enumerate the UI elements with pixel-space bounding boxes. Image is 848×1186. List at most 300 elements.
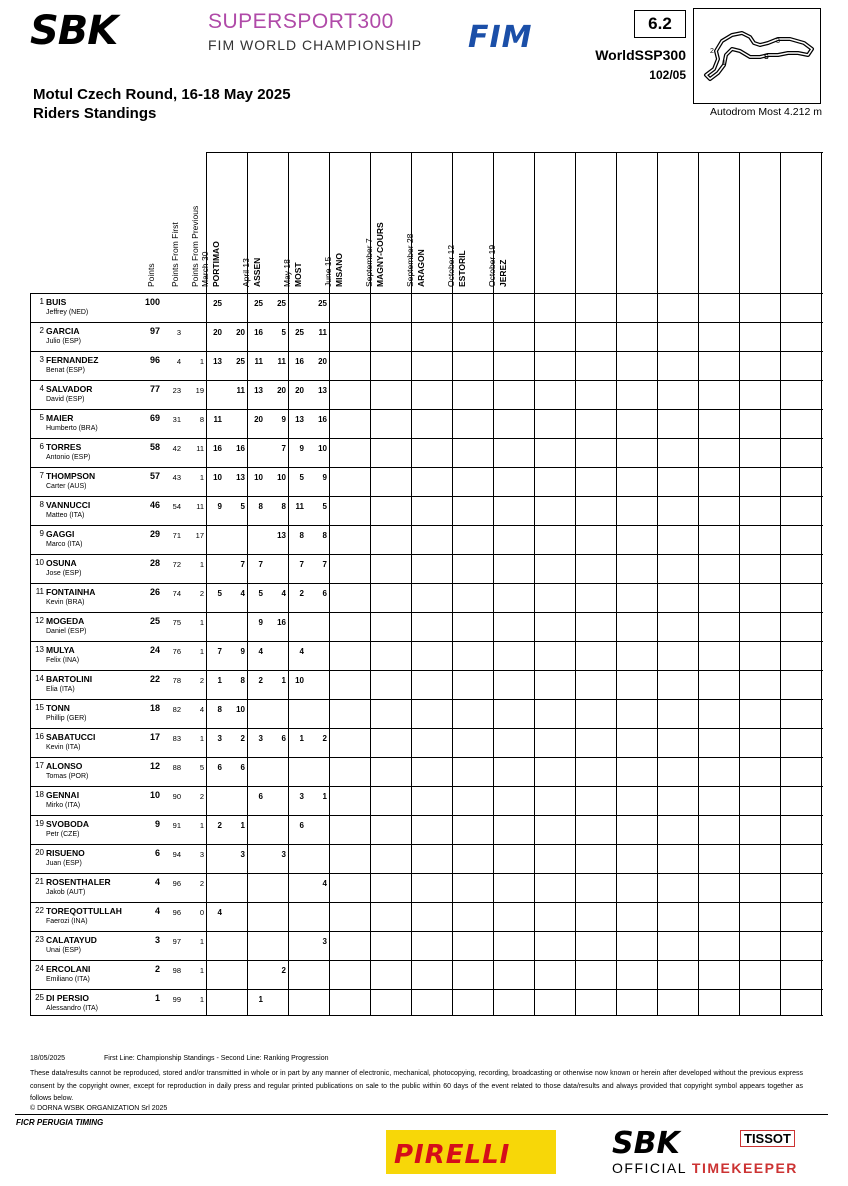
round-race2-points: 5: [281, 328, 286, 337]
row-divider: [30, 496, 823, 497]
ficr-timing-logo: FICR PERUGIA TIMING: [16, 1118, 104, 1127]
round-race2-points: 1: [281, 676, 286, 685]
round-race2-points: 1: [322, 792, 327, 801]
row-divider: [30, 351, 823, 352]
round-race2-points: 11: [318, 328, 327, 337]
rider-firstname: David (ESP): [46, 396, 85, 403]
round-race2-points: 2: [240, 734, 245, 743]
round-race2-points: 25: [236, 357, 245, 366]
round-header: [405, 234, 427, 287]
row-divider: [30, 612, 823, 613]
round-race1-points: 1: [217, 676, 222, 685]
round-race2-points: 25: [318, 299, 327, 308]
rider-position: 4: [39, 384, 44, 393]
rider-firstname: Phillip (GER): [46, 715, 87, 722]
rider-position: 12: [35, 616, 44, 625]
rider-firstname: Antonio (ESP): [46, 454, 91, 461]
round-name: JEREZ: [498, 259, 508, 287]
rider-position: 8: [39, 500, 44, 509]
round-race2-points: 4: [322, 879, 327, 888]
round-race2-points: 8: [240, 676, 245, 685]
row-divider: [30, 902, 823, 903]
rider-points: 100: [144, 297, 160, 307]
rider-surname: BUIS: [46, 297, 67, 307]
round-race2-points: 7: [240, 560, 245, 569]
points-from-first: 83: [172, 734, 181, 743]
rider-firstname: Benat (ESP): [46, 367, 85, 374]
round-race2-points: 5: [240, 502, 245, 511]
points-from-first: 88: [172, 763, 181, 772]
track-layout-icon: [694, 9, 822, 105]
points-from-first: 96: [172, 879, 181, 888]
points-from-previous: 1: [199, 357, 204, 366]
rider-position: 9: [39, 529, 44, 538]
footer-copyright: © DORNA WSBK ORGANIZATION Srl 2025: [30, 1105, 168, 1112]
rider-points: 46: [149, 500, 160, 510]
rider-points: 69: [149, 413, 160, 423]
rider-surname: BARTOLINI: [46, 674, 93, 684]
round-date: October 19: [487, 244, 497, 287]
round-column-divider: [698, 152, 699, 1016]
round-header: [323, 253, 345, 287]
table-header-border: [30, 293, 823, 294]
row-divider: [30, 699, 823, 700]
round-date: April 13: [241, 258, 251, 287]
round-race2-points: 6: [322, 589, 327, 598]
column-header-from-previous: Points From Previous: [190, 205, 200, 287]
round-race2-points: 8: [322, 531, 327, 540]
rider-firstname: Jose (ESP): [46, 570, 82, 577]
points-from-first: 91: [172, 821, 181, 830]
rider-surname: FERNANDEZ: [46, 355, 99, 365]
rider-firstname: Kevin (BRA): [46, 599, 85, 606]
round-race2-points: 7: [281, 444, 286, 453]
round-race2-points: 10: [236, 705, 245, 714]
round-race1-points: 5: [299, 473, 304, 482]
round-race1-points: 20: [254, 415, 263, 424]
rider-points: 4: [154, 877, 160, 887]
rider-surname: VANNUCCI: [46, 500, 91, 510]
rider-firstname: Humberto (BRA): [46, 425, 98, 432]
points-from-previous: 2: [199, 676, 204, 685]
rider-points: 4: [154, 906, 160, 916]
row-divider: [30, 583, 823, 584]
tissot-logo: TISSOT: [740, 1130, 795, 1147]
row-divider: [30, 380, 823, 381]
rider-position: 15: [35, 703, 44, 712]
points-from-first: 31: [172, 415, 181, 424]
points-from-previous: 2: [199, 589, 204, 598]
round-race2-points: 9: [240, 647, 245, 656]
points-from-previous: 19: [195, 386, 204, 395]
rider-position: 11: [35, 587, 44, 596]
points-from-first: 96: [172, 908, 181, 917]
rider-surname: CALATAYUD: [46, 935, 97, 945]
points-from-previous: 5: [199, 763, 204, 772]
rider-firstname: Faerozi (INA): [46, 918, 88, 925]
row-divider: [30, 873, 823, 874]
round-race2-points: 10: [277, 473, 286, 482]
table-bottom-border: [30, 1015, 823, 1016]
rider-surname: GENNAI: [46, 790, 80, 800]
points-from-first: 90: [172, 792, 181, 801]
points-from-previous: 4: [199, 705, 204, 714]
rider-firstname: Alessandro (ITA): [46, 1005, 98, 1012]
round-header: [282, 259, 304, 287]
rider-surname: TORRES: [46, 442, 82, 452]
round-race1-points: 25: [213, 299, 222, 308]
round-race1-points: 9: [217, 502, 222, 511]
round-race1-points: 13: [295, 415, 304, 424]
row-divider: [30, 409, 823, 410]
points-from-first: 82: [172, 705, 181, 714]
rider-position: 18: [35, 790, 44, 799]
round-race1-points: 25: [295, 328, 304, 337]
rider-position: 5: [39, 413, 44, 422]
footer-divider: [15, 1114, 828, 1115]
round-race1-points: 5: [217, 589, 222, 598]
rider-surname: FONTAINHA: [46, 587, 96, 597]
official-timekeeper-label: [612, 1160, 798, 1176]
round-race1-points: 16: [254, 328, 263, 337]
round-race2-points: 16: [318, 415, 327, 424]
points-from-first: 76: [172, 647, 181, 656]
rider-points: 26: [149, 587, 160, 597]
round-race1-points: 8: [299, 531, 304, 540]
class-name: WorldSSP300: [595, 47, 686, 63]
round-race1-points: 7: [299, 560, 304, 569]
points-from-previous: 1: [199, 647, 204, 656]
pirelli-logo-text: PIRELLI: [394, 1140, 511, 1170]
round-name: MISANO: [334, 253, 344, 287]
rider-surname: GAGGI: [46, 529, 75, 539]
round-race1-points: 3: [258, 734, 263, 743]
round-name: ESTORIL: [457, 250, 467, 287]
round-race2-points: 6: [240, 763, 245, 772]
points-from-previous: 1: [199, 473, 204, 482]
row-divider: [30, 844, 823, 845]
rider-position: 25: [35, 993, 44, 1002]
rider-surname: SVOBODA: [46, 819, 89, 829]
round-race1-points: 6: [299, 821, 304, 830]
points-from-previous: 2: [199, 792, 204, 801]
round-race1-points: 2: [217, 821, 222, 830]
points-from-previous: 11: [196, 444, 204, 453]
rider-position: 2: [39, 326, 44, 335]
round-column-divider: [534, 152, 535, 1016]
round-date: September 28: [405, 233, 415, 287]
row-divider: [30, 815, 823, 816]
points-from-previous: 1: [199, 995, 204, 1004]
points-from-first: 42: [172, 444, 181, 453]
rider-position: 21: [35, 877, 44, 886]
row-divider: [30, 931, 823, 932]
rider-points: 17: [149, 732, 160, 742]
rider-firstname: Tomas (POR): [46, 773, 89, 780]
rider-firstname: Unai (ESP): [46, 947, 82, 954]
rider-firstname: Marco (ITA): [46, 541, 83, 548]
rider-position: 17: [35, 761, 44, 770]
round-race1-points: 1: [299, 734, 304, 743]
round-race2-points: 2: [322, 734, 327, 743]
round-race1-points: 6: [217, 763, 222, 772]
rider-points: 24: [149, 645, 160, 655]
rider-firstname: Kevin (ITA): [46, 744, 81, 751]
round-race1-points: 7: [258, 560, 263, 569]
round-race2-points: 13: [277, 531, 286, 540]
rider-firstname: Carter (AUS): [46, 483, 87, 490]
round-column-divider: [657, 152, 658, 1016]
rider-points: 10: [149, 790, 160, 800]
round-race1-points: 10: [254, 473, 263, 482]
points-from-first: 98: [172, 966, 181, 975]
round-column-divider: [616, 152, 617, 1016]
round-race2-points: 1: [240, 821, 245, 830]
round-race2-points: 2: [281, 966, 286, 975]
round-race2-points: 11: [277, 357, 286, 366]
rider-surname: MOGEDA: [46, 616, 85, 626]
series-subtitle: FIM WORLD CHAMPIONSHIP: [208, 37, 423, 53]
round-column-divider: [575, 152, 576, 1016]
rider-surname: DI PERSIO: [46, 993, 89, 1003]
pirelli-logo: [386, 1130, 556, 1174]
fim-logo: FIM: [468, 20, 533, 55]
footer-date: 18/05/2025: [30, 1055, 66, 1062]
round-race2-points: 13: [318, 386, 327, 395]
round-race2-points: 9: [322, 473, 327, 482]
round-race2-points: 7: [322, 560, 327, 569]
points-from-previous: 2: [199, 879, 204, 888]
points-from-first: 23: [172, 386, 181, 395]
rider-points: 77: [149, 384, 160, 394]
rider-points: 57: [149, 471, 160, 481]
round-race1-points: 11: [213, 415, 222, 424]
row-divider: [30, 757, 823, 758]
document-subtitle: Riders Standings: [33, 105, 157, 122]
round-name: ASSEN: [252, 257, 262, 287]
rider-points: 1: [154, 993, 160, 1003]
points-from-first: 94: [172, 850, 181, 859]
rider-firstname: Elia (ITA): [46, 686, 75, 693]
track-name: Autodrom Most 4.212 m: [709, 106, 822, 118]
round-race2-points: 20: [277, 386, 286, 395]
round-race1-points: 9: [258, 618, 263, 627]
round-header: [241, 258, 263, 287]
round-race1-points: 4: [217, 908, 222, 917]
rider-position: 24: [35, 964, 44, 973]
points-from-first: 97: [172, 937, 181, 946]
rider-points: 28: [149, 558, 160, 568]
round-race1-points: 1: [258, 995, 263, 1004]
round-date: September 7: [364, 238, 374, 287]
rider-firstname: Felix (INA): [46, 657, 80, 664]
round-header: [200, 241, 222, 287]
sbk-logo-text: SBK: [30, 8, 118, 54]
rider-position: 3: [39, 355, 44, 364]
round-header: [446, 245, 468, 287]
round-race1-points: 7: [217, 647, 222, 656]
rider-points: 29: [149, 529, 160, 539]
sbk-footer-logo: SBK: [612, 1126, 680, 1161]
points-from-previous: 1: [199, 821, 204, 830]
rider-surname: SALVADOR: [46, 384, 93, 394]
footer-disclaimer: These data/results cannot be reproduced, stored and/or transmitted in whole or in part by any manner of electronic, mechanical, photocopying, recording, broadcasting or otherwise now known or herein after developed without the previous express consent by the copyright owner, except for reproduction in daily press and regular printed publications on sale to the public within 60 days of the event related to those data/results and always provided that copyright symbol appears together as follows below.: [30, 1070, 803, 1102]
track-map: [693, 8, 821, 104]
round-header: [487, 245, 509, 287]
row-divider: [30, 960, 823, 961]
round-name: MAGNY-COURS: [375, 222, 385, 287]
round-date: June 15: [323, 256, 333, 287]
row-divider: [30, 989, 823, 990]
rider-surname: RISUENO: [46, 848, 85, 858]
svg-text:1: 1: [722, 60, 726, 67]
round-column-divider: [821, 152, 822, 1016]
rider-surname: MULYA: [46, 645, 75, 655]
round-race1-points: 25: [254, 299, 263, 308]
round-race2-points: 20: [318, 357, 327, 366]
row-divider: [30, 525, 823, 526]
points-from-previous: 1: [199, 937, 204, 946]
rider-position: 16: [35, 732, 44, 741]
rider-surname: ROSENTHALER: [46, 877, 111, 887]
round-race2-points: 25: [277, 299, 286, 308]
rider-surname: TOREQOTTULLAH: [46, 906, 122, 916]
rider-surname: OSUNA: [46, 558, 77, 568]
rider-firstname: Daniel (ESP): [46, 628, 87, 635]
row-divider: [30, 467, 823, 468]
round-race1-points: 8: [217, 705, 222, 714]
round-name: ARAGON: [416, 249, 426, 287]
points-from-previous: 1: [199, 966, 204, 975]
round-header: [364, 222, 386, 287]
round-name: MOST: [293, 262, 303, 287]
round-race1-points: 9: [299, 444, 304, 453]
points-from-previous: 1: [199, 560, 204, 569]
table-top-border: [206, 152, 823, 153]
svg-text:3: 3: [776, 38, 780, 45]
rider-surname: TONN: [46, 703, 70, 713]
official-prefix: OFFICIAL: [612, 1160, 692, 1176]
rider-firstname: Emiliano (ITA): [46, 976, 90, 983]
rider-surname: GARCIA: [46, 326, 80, 336]
rider-points: 3: [154, 935, 160, 945]
round-race1-points: 6: [258, 792, 263, 801]
round-race1-points: 13: [213, 357, 222, 366]
round-date: March 30: [200, 251, 210, 287]
rider-surname: ALONSO: [46, 761, 83, 771]
round-race2-points: 3: [322, 937, 327, 946]
rider-position: 22: [35, 906, 44, 915]
points-from-first: 71: [172, 531, 181, 540]
svg-text:S: S: [764, 54, 769, 61]
rider-surname: MAIER: [46, 413, 74, 423]
round-race2-points: 9: [281, 415, 286, 424]
points-from-first: 54: [172, 502, 181, 511]
document-code: 6.2: [634, 10, 686, 38]
rider-points: 25: [149, 616, 160, 626]
rider-firstname: Mirko (ITA): [46, 802, 81, 809]
round-race1-points: 3: [299, 792, 304, 801]
round-race1-points: 16: [213, 444, 222, 453]
column-header-from-first: Points From First: [170, 222, 180, 287]
points-from-first: 3: [176, 328, 181, 337]
round-date: October 12: [446, 244, 456, 287]
round-race2-points: 16: [236, 444, 245, 453]
round-race1-points: 5: [258, 589, 263, 598]
round-race2-points: 8: [281, 502, 286, 511]
round-race2-points: 3: [281, 850, 286, 859]
round-column-divider: [739, 152, 740, 1016]
rider-position: 13: [35, 645, 44, 654]
rider-surname: ERCOLANI: [46, 964, 91, 974]
round-race1-points: 16: [295, 357, 304, 366]
rider-position: 1: [39, 297, 44, 306]
round-name: PORTIMAO: [211, 241, 221, 287]
column-header-points: Points: [146, 263, 156, 287]
rider-points: 2: [154, 964, 160, 974]
points-from-first: 72: [172, 560, 181, 569]
round-race1-points: 2: [299, 589, 304, 598]
points-from-previous: 1: [199, 618, 204, 627]
rider-firstname: Jeffrey (NED): [46, 309, 89, 316]
row-divider: [30, 554, 823, 555]
points-from-previous: 3: [199, 850, 204, 859]
rider-firstname: Petr (CZE): [46, 831, 80, 838]
points-from-first: 99: [172, 995, 181, 1004]
rider-firstname: Matteo (ITA): [46, 512, 85, 519]
rider-position: 19: [35, 819, 44, 828]
rider-surname: THOMPSON: [46, 471, 96, 481]
standings-table: [30, 152, 823, 1016]
round-race2-points: 13: [236, 473, 245, 482]
round-race1-points: 3: [217, 734, 222, 743]
event-title: Motul Czech Round, 16-18 May 2025: [33, 86, 291, 103]
round-race2-points: 4: [281, 589, 286, 598]
round-race1-points: 11: [254, 357, 263, 366]
row-divider: [30, 438, 823, 439]
round-column-divider: [780, 152, 781, 1016]
round-race1-points: 4: [299, 647, 304, 656]
round-race1-points: 8: [258, 502, 263, 511]
round-race2-points: 11: [236, 386, 245, 395]
rider-firstname: Juan (ESP): [46, 860, 82, 867]
rider-points: 58: [149, 442, 160, 452]
rider-position: 7: [39, 471, 44, 480]
footer-legend: First Line: Championship Standings - Second Line: Ranking Progression: [104, 1055, 329, 1062]
rider-firstname: Jakob (AUT): [46, 889, 86, 896]
round-race1-points: 10: [213, 473, 222, 482]
rider-points: 6: [154, 848, 160, 858]
row-divider: [30, 322, 823, 323]
points-from-first: 43: [172, 473, 181, 482]
rider-position: 23: [35, 935, 44, 944]
round-race2-points: 5: [322, 502, 327, 511]
rider-surname: SABATUCCI: [46, 732, 96, 742]
rider-points: 97: [149, 326, 160, 336]
points-from-previous: 17: [195, 531, 204, 540]
round-race2-points: 3: [240, 850, 245, 859]
round-race1-points: 20: [213, 328, 222, 337]
row-divider: [30, 728, 823, 729]
points-from-first: 74: [172, 589, 181, 598]
round-race1-points: 11: [295, 502, 304, 511]
rider-position: 10: [35, 558, 44, 567]
rider-points: 22: [149, 674, 160, 684]
round-race1-points: 20: [295, 386, 304, 395]
rider-points: 9: [154, 819, 160, 829]
points-from-previous: 0: [199, 908, 204, 917]
round-race2-points: 10: [318, 444, 327, 453]
